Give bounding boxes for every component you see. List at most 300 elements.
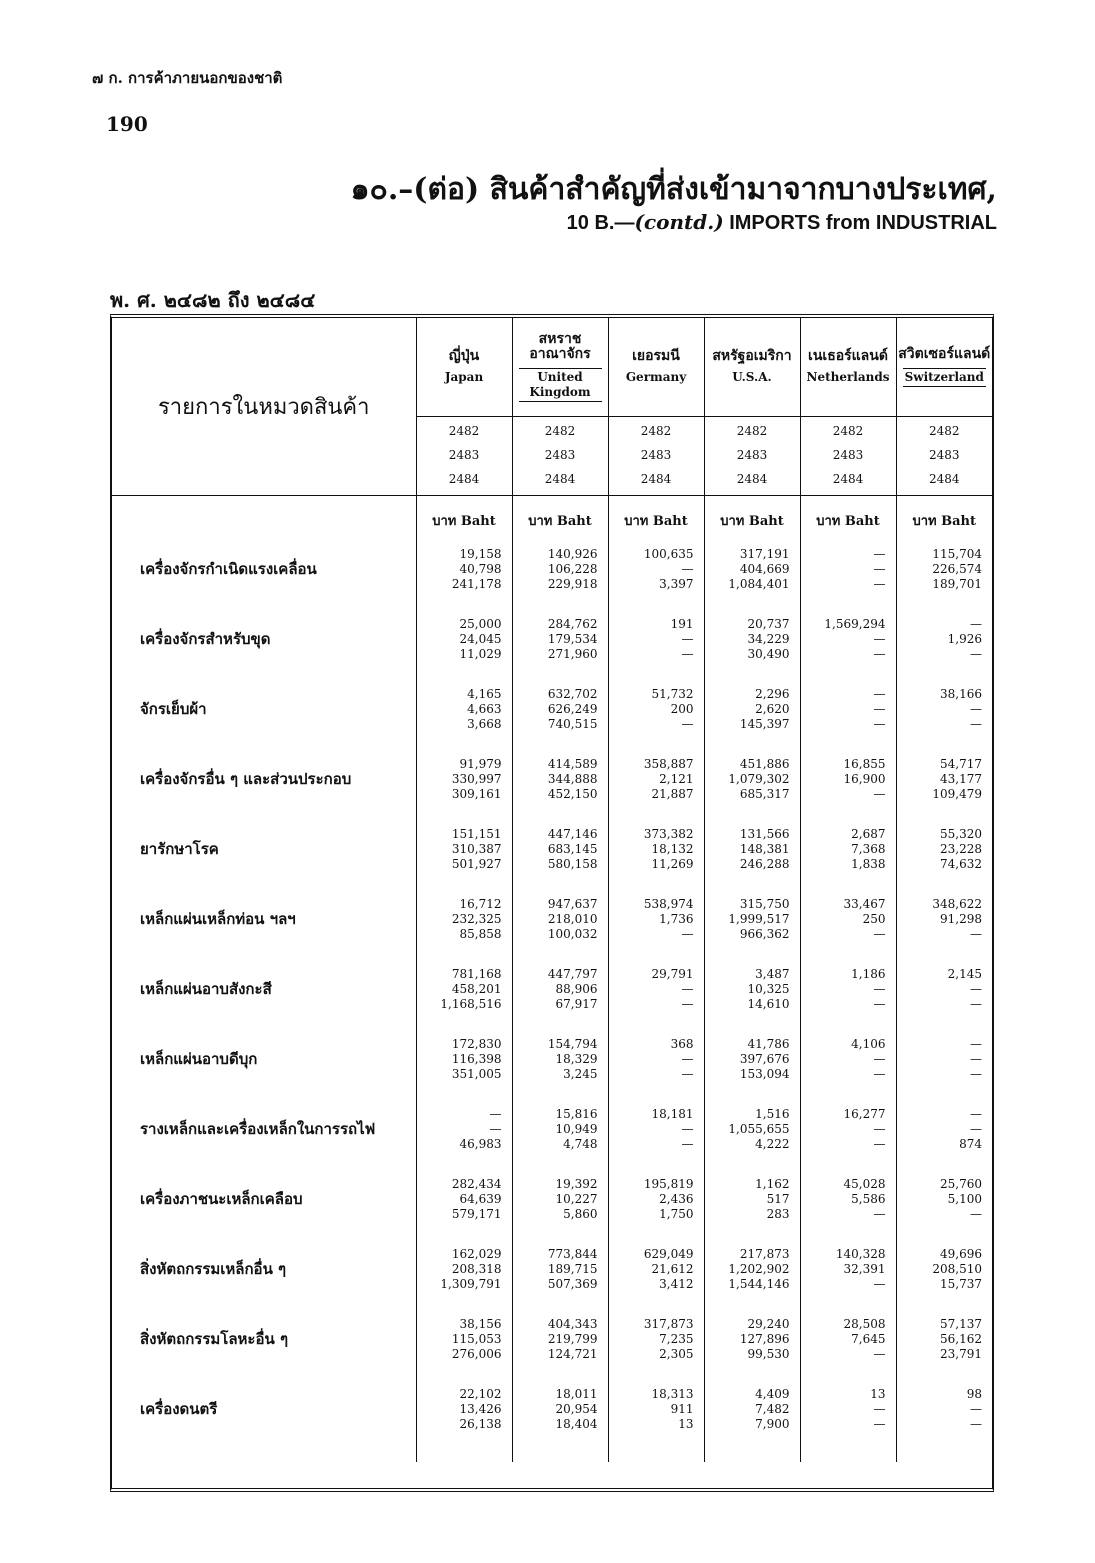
value-cell (704, 1094, 800, 1164)
value-2482: 38,156 (459, 1316, 502, 1331)
value-2483: 7,235 (659, 1331, 694, 1346)
value-2482: 22,102 (459, 1386, 502, 1401)
table-row (112, 1374, 992, 1444)
value-2484: 580,158 (547, 856, 598, 871)
value-2482: 2,145 (947, 966, 982, 981)
value-2482: 25,760 (940, 1176, 982, 1191)
value-2483: — (873, 981, 886, 996)
value-2482: 16,855 (843, 756, 886, 771)
col-header-germany (608, 318, 704, 417)
item-column-header: รายการในหมวดสินค้า (157, 395, 370, 420)
value-cell (704, 534, 800, 604)
value-cell (608, 1304, 704, 1374)
value-2482: 1,186 (851, 966, 886, 981)
value-2484: — (873, 576, 886, 591)
value-2484: 246,288 (739, 856, 790, 871)
value-2482: 18,011 (555, 1386, 598, 1401)
year-label: 2484 (832, 472, 864, 486)
value-2482: 317,873 (643, 1316, 694, 1331)
value-2484: — (873, 646, 886, 661)
value-2483: 1,999,517 (728, 911, 790, 926)
value-2483: 18,132 (651, 841, 694, 856)
value-2483: 2,121 (659, 771, 694, 786)
table-title-english (567, 210, 997, 235)
value-2484: 1,750 (659, 1206, 694, 1221)
value-2483: 397,676 (739, 1051, 790, 1066)
value-2484: 507,369 (547, 1276, 598, 1291)
value-2482: 629,049 (643, 1246, 694, 1261)
value-2484: — (970, 1066, 982, 1081)
value-2483: 310,387 (451, 841, 502, 856)
value-2483: 1,079,302 (728, 771, 790, 786)
value-2482: 447,146 (547, 826, 598, 841)
value-cell (512, 604, 608, 674)
value-2482: 38,166 (940, 686, 982, 701)
value-2484: — (873, 926, 886, 941)
value-2482: 51,732 (651, 686, 694, 701)
value-2482: 18,181 (651, 1106, 694, 1121)
commodity-label: เครื่องดนตรี (140, 1400, 218, 1418)
value-2484: 1,309,791 (440, 1276, 502, 1291)
value-cell (416, 1164, 512, 1234)
value-2482: 100,635 (643, 546, 694, 561)
value-2483: — (489, 1121, 502, 1136)
filler-cell (112, 1444, 416, 1462)
value-2484: 309,161 (451, 786, 502, 801)
value-2483: — (970, 1401, 982, 1416)
value-2482: 217,873 (739, 1246, 790, 1261)
value-2482: 154,794 (547, 1036, 598, 1051)
value-2483: 10,227 (555, 1191, 598, 1206)
value-2482: 947,637 (547, 896, 598, 911)
value-2482: 16,277 (843, 1106, 886, 1121)
value-2483: 127,896 (739, 1331, 790, 1346)
value-2484: 153,094 (739, 1066, 790, 1081)
value-2483: — (873, 701, 886, 716)
value-cell (896, 1164, 992, 1234)
table-body (112, 496, 992, 1463)
value-2484: 1,084,401 (728, 576, 790, 591)
value-2483: 148,381 (739, 841, 790, 856)
value-2484: — (873, 1206, 886, 1221)
value-2483: 219,799 (547, 1331, 598, 1346)
value-2482: 317,191 (739, 546, 790, 561)
value-cell (512, 814, 608, 884)
table-row (112, 814, 992, 884)
year-label: 2484 (736, 472, 768, 486)
value-2482: 25,000 (459, 616, 502, 631)
value-cell (512, 744, 608, 814)
value-cell (416, 884, 512, 954)
value-2483: — (970, 701, 982, 716)
value-cell (800, 954, 896, 1024)
commodity-label: เหล็กแผ่นอาบดีบุก (140, 1050, 258, 1068)
value-2482: — (873, 686, 886, 701)
value-2484: — (681, 646, 694, 661)
unit-item-cell (112, 506, 416, 534)
value-2484: 283 (766, 1206, 790, 1221)
value-cell (704, 674, 800, 744)
value-2484: 46,983 (459, 1136, 502, 1151)
value-cell (416, 1094, 512, 1164)
unit-label: บาท Baht (800, 506, 896, 534)
value-2482: 140,328 (835, 1246, 886, 1261)
value-cell (704, 1234, 800, 1304)
value-cell (704, 1024, 800, 1094)
value-2484: 124,721 (547, 1346, 598, 1361)
col-english-name: Japan (444, 370, 484, 384)
value-2482: 41,786 (747, 1036, 790, 1051)
value-2482: 115,704 (932, 546, 982, 561)
value-2483: 116,398 (451, 1051, 502, 1066)
year-range: พ. ศ. ๒๔๘๒ ถึง ๒๔๘๔ (110, 288, 316, 312)
title-en-contd: (contd.) (634, 210, 724, 234)
value-2482: 13 (870, 1386, 886, 1401)
value-2482: 358,887 (643, 756, 694, 771)
value-2483: 218,010 (547, 911, 598, 926)
value-2482: — (970, 616, 982, 631)
value-2483: 7,645 (851, 1331, 886, 1346)
value-2482: 91,979 (459, 756, 502, 771)
filler-cell (896, 1444, 992, 1462)
value-2484: — (970, 1206, 982, 1221)
year-label: 2483 (544, 448, 576, 462)
value-2484: 21,887 (651, 786, 694, 801)
value-2483: 32,391 (843, 1261, 886, 1276)
table-row (112, 1164, 992, 1234)
value-cell (608, 1024, 704, 1094)
value-cell (704, 1164, 800, 1234)
commodity-label: รางเหล็กและเครื่องเหล็กในการรถไฟ (140, 1120, 376, 1138)
separator-cell (512, 496, 608, 507)
value-2484: 85,858 (459, 926, 502, 941)
value-2483: 24,045 (459, 631, 502, 646)
value-cell (416, 1304, 512, 1374)
table-title-thai: ๑๐.–(ต่อ) สินค้าสำคัญที่ส่งเข้ามาจากบางประเทศ, (350, 172, 997, 207)
year-label: 2482 (736, 424, 768, 438)
col-header-usa (704, 318, 800, 417)
value-cell (800, 1304, 896, 1374)
value-2482: 57,137 (940, 1316, 982, 1331)
separator-cell (704, 496, 800, 507)
table-row (112, 534, 992, 604)
commodity-label: ยารักษาโรค (140, 840, 219, 858)
value-2483: 23,228 (940, 841, 982, 856)
value-2482: 781,168 (451, 966, 502, 981)
value-2482: 19,158 (459, 546, 502, 561)
value-cell (608, 1234, 704, 1304)
value-2484: 3,397 (659, 576, 694, 591)
value-2482: — (873, 546, 886, 561)
value-cell (896, 1374, 992, 1444)
value-2482: 1,569,294 (824, 616, 886, 631)
value-2483: — (681, 981, 694, 996)
col-header-united-kingdom (512, 318, 608, 417)
value-cell (512, 954, 608, 1024)
value-cell (512, 1304, 608, 1374)
value-2484: 874 (959, 1136, 982, 1151)
value-cell (608, 744, 704, 814)
title-en-prefix: 10 B.— (566, 212, 635, 234)
year-label: 2482 (448, 424, 480, 438)
value-2483: 179,534 (547, 631, 598, 646)
value-cell (896, 1234, 992, 1304)
value-2482: 414,589 (547, 756, 598, 771)
unit-label: บาท Baht (416, 506, 512, 534)
value-2483: — (873, 1121, 886, 1136)
value-cell (704, 744, 800, 814)
value-cell (608, 884, 704, 954)
table-row (112, 1304, 992, 1374)
value-2484: 1,838 (851, 856, 886, 871)
value-cell (608, 1094, 704, 1164)
commodity-label: สิ่งหัตถกรรมโลหะอื่น ๆ (140, 1330, 289, 1348)
value-cell (704, 1304, 800, 1374)
value-cell (416, 674, 512, 744)
value-2484: — (873, 786, 886, 801)
value-2484: 740,515 (547, 716, 598, 731)
value-2483: 683,145 (547, 841, 598, 856)
value-cell (416, 954, 512, 1024)
value-2483: 7,482 (755, 1401, 790, 1416)
filler-cell (800, 1444, 896, 1462)
value-cell (800, 1164, 896, 1234)
value-2484: 3,668 (467, 716, 502, 731)
value-2483: — (873, 631, 886, 646)
value-cell (512, 1094, 608, 1164)
value-2484: 67,917 (555, 996, 598, 1011)
value-2482: 98 (966, 1386, 982, 1401)
value-cell (800, 674, 896, 744)
commodity-label: เหล็กแผ่นอาบสังกะสี (140, 980, 272, 998)
value-cell (416, 814, 512, 884)
value-2482: 1,516 (755, 1106, 790, 1121)
value-2483: — (873, 1051, 886, 1066)
imports-table-frame (110, 314, 994, 1492)
value-2482: 2,296 (755, 686, 790, 701)
value-2482: 195,819 (643, 1176, 694, 1191)
table-row (112, 1094, 992, 1164)
value-2482: 404,343 (547, 1316, 598, 1331)
table-row (112, 744, 992, 814)
value-2483: — (873, 1401, 886, 1416)
value-2484: — (681, 716, 694, 731)
value-2483: 10,325 (747, 981, 790, 996)
value-cell (416, 1374, 512, 1444)
value-2483: 40,798 (459, 561, 502, 576)
value-2482: 284,762 (547, 616, 598, 631)
value-2483: 404,669 (739, 561, 790, 576)
col-thai-name: สหราชอาณาจักร (529, 331, 591, 362)
value-cell (608, 674, 704, 744)
value-2483: 626,249 (547, 701, 598, 716)
value-cell (512, 534, 608, 604)
value-2484: — (970, 1416, 982, 1431)
value-2484: 11,269 (651, 856, 694, 871)
value-2482: 1,162 (755, 1176, 790, 1191)
years-cell (608, 417, 704, 496)
commodity-label: เครื่องภาชนะเหล็กเคลือบ (140, 1190, 303, 1208)
value-2482: — (489, 1106, 502, 1121)
title-en-rest: IMPORTS from INDUSTRIAL (723, 212, 997, 234)
value-2482: 4,165 (467, 686, 502, 701)
value-2483: — (681, 1121, 694, 1136)
value-2482: — (970, 1036, 982, 1051)
value-2484: 2,305 (659, 1346, 694, 1361)
value-2484: 3,245 (563, 1066, 598, 1081)
year-label: 2482 (832, 424, 864, 438)
value-cell (896, 1024, 992, 1094)
value-2483: 2,620 (755, 701, 790, 716)
col-thai-name: สหรัฐอเมริกา (712, 348, 792, 364)
value-cell (704, 604, 800, 674)
value-2483: 10,949 (555, 1121, 598, 1136)
commodity-label: เหล็กแผ่นเหล็กท่อน ฯลฯ (140, 910, 296, 928)
table-row (112, 884, 992, 954)
value-2484: — (873, 716, 886, 731)
year-label: 2483 (832, 448, 864, 462)
value-cell (608, 1374, 704, 1444)
year-label: 2483 (736, 448, 768, 462)
value-2483: 5,586 (851, 1191, 886, 1206)
value-2484: 4,222 (755, 1136, 790, 1151)
value-2484: 3,412 (659, 1276, 694, 1291)
value-2484: 30,490 (747, 646, 790, 661)
value-2484: — (970, 996, 982, 1011)
year-label: 2483 (448, 448, 480, 462)
table-row (112, 1024, 992, 1094)
value-2483: 21,612 (651, 1261, 694, 1276)
value-2482: 2,687 (851, 826, 886, 841)
value-2483: 189,715 (547, 1261, 598, 1276)
year-label: 2484 (544, 472, 576, 486)
value-2483: 1,736 (659, 911, 694, 926)
value-2483: 330,997 (451, 771, 502, 786)
value-2484: 100,032 (547, 926, 598, 941)
value-cell (896, 954, 992, 1024)
value-2484: — (873, 1416, 886, 1431)
filler-cell (704, 1444, 800, 1462)
value-2482: 33,467 (843, 896, 886, 911)
value-2482: 55,320 (940, 826, 982, 841)
value-2483: — (970, 1051, 982, 1066)
value-2483: — (970, 981, 982, 996)
value-2482: 131,566 (739, 826, 790, 841)
value-2483: 911 (670, 1401, 694, 1416)
value-2483: — (681, 631, 694, 646)
table-row (112, 604, 992, 674)
year-label: 2482 (928, 424, 960, 438)
value-2484: 229,918 (547, 576, 598, 591)
value-2484: 99,530 (747, 1346, 790, 1361)
unit-label: บาท Baht (704, 506, 800, 534)
value-2483: 16,900 (843, 771, 886, 786)
value-2484: 74,632 (940, 856, 982, 871)
value-cell (416, 534, 512, 604)
years-cell (800, 417, 896, 496)
value-2483: 56,162 (940, 1331, 982, 1346)
value-2483: 208,510 (932, 1261, 982, 1276)
col-header-netherlands (800, 318, 896, 417)
value-2482: 29,240 (747, 1316, 790, 1331)
value-cell (512, 1164, 608, 1234)
value-2483: 250 (862, 911, 886, 926)
value-2482: 172,830 (451, 1036, 502, 1051)
value-2482: 632,702 (547, 686, 598, 701)
value-cell (512, 674, 608, 744)
value-2483: 88,906 (555, 981, 598, 996)
value-2484: 685,317 (739, 786, 790, 801)
col-thai-name: เยอรมนี (632, 348, 680, 364)
value-2484: 1,544,146 (728, 1276, 790, 1291)
value-2483: 208,318 (451, 1261, 502, 1276)
value-2484: — (681, 996, 694, 1011)
years-cell (896, 417, 992, 496)
years-cell (512, 417, 608, 496)
value-cell (800, 1234, 896, 1304)
value-cell (512, 1234, 608, 1304)
country-header-row (112, 318, 992, 417)
value-2484: — (873, 1346, 886, 1361)
value-2482: 20,737 (747, 616, 790, 631)
value-2484: 23,791 (940, 1346, 982, 1361)
value-2484: 276,006 (451, 1346, 502, 1361)
table-row (112, 954, 992, 1024)
value-2482: 447,797 (547, 966, 598, 981)
value-cell (896, 1304, 992, 1374)
value-cell (416, 744, 512, 814)
value-cell (608, 954, 704, 1024)
value-cell (704, 954, 800, 1024)
col-english-name: United Kingdom (519, 368, 602, 402)
col-english-name: U.S.A. (732, 370, 772, 384)
value-2484: — (873, 996, 886, 1011)
value-2484: 11,029 (459, 646, 502, 661)
value-2484: 4,748 (563, 1136, 598, 1151)
value-cell (800, 1024, 896, 1094)
value-2482: 162,029 (451, 1246, 502, 1261)
value-2483: 43,177 (940, 771, 982, 786)
value-2483: 1,926 (947, 631, 982, 646)
value-2482: 54,717 (940, 756, 982, 771)
value-2482: 773,844 (547, 1246, 598, 1261)
separator-cell (896, 496, 992, 507)
value-2483: 1,202,902 (728, 1261, 790, 1276)
filler-cell (608, 1444, 704, 1462)
value-2483: 13,426 (459, 1401, 502, 1416)
running-head: ๗ ก. การค้าภายนอกของชาติ (92, 69, 283, 87)
value-2484: — (970, 926, 982, 941)
value-2484: 26,138 (459, 1416, 502, 1431)
value-2482: 191 (670, 616, 694, 631)
year-label: 2484 (928, 472, 960, 486)
imports-table (112, 318, 992, 1462)
commodity-label: เครื่องจักรอื่น ๆ และส่วนประกอบ (140, 770, 352, 788)
value-2482: 49,696 (940, 1246, 982, 1261)
value-2484: — (873, 1066, 886, 1081)
value-cell (896, 814, 992, 884)
value-2484: 579,171 (451, 1206, 502, 1221)
value-2483: 344,888 (547, 771, 598, 786)
value-2483: 34,229 (747, 631, 790, 646)
value-2483: 517 (766, 1191, 790, 1206)
value-2483: 18,329 (555, 1051, 598, 1066)
unit-label: บาท Baht (896, 506, 992, 534)
value-2482: 348,622 (932, 896, 982, 911)
value-2482: 19,392 (555, 1176, 598, 1191)
value-2482: 538,974 (643, 896, 694, 911)
value-cell (896, 674, 992, 744)
